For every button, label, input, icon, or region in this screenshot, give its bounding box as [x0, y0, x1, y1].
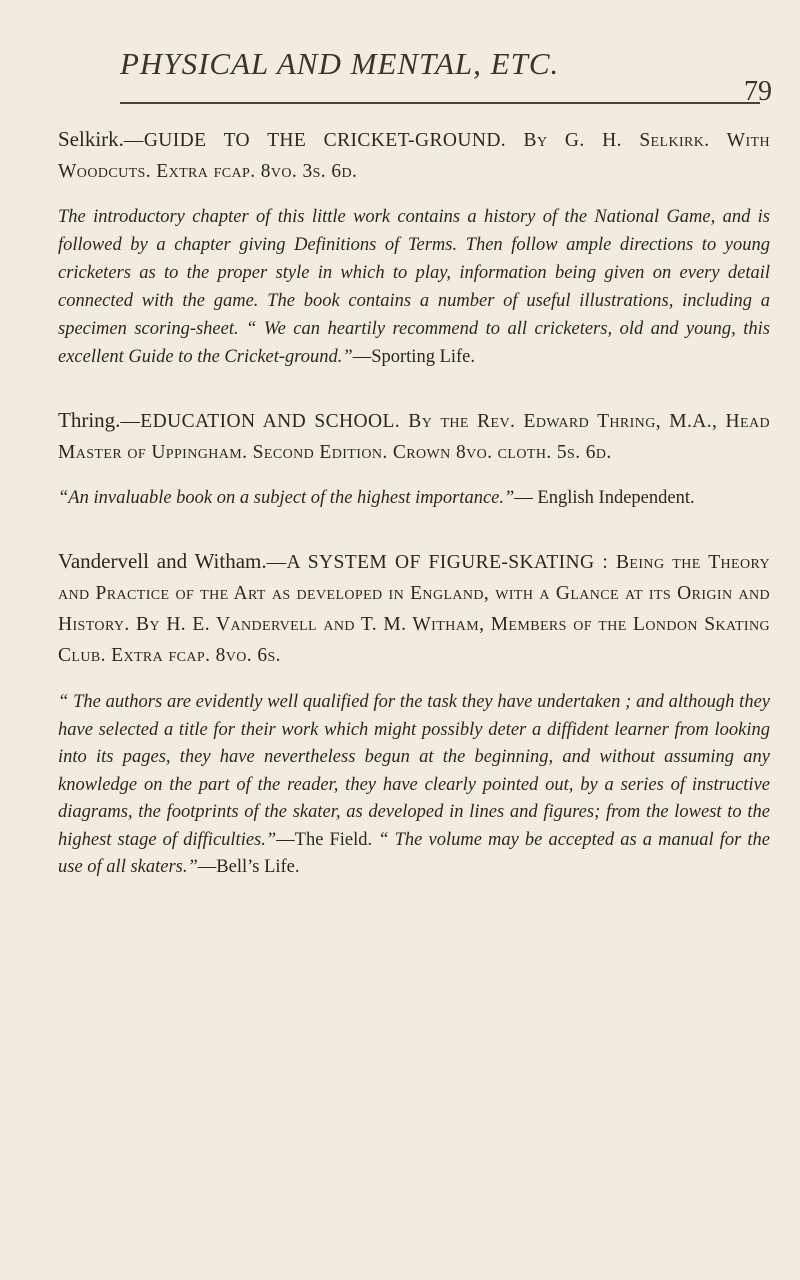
author-name: Thring. [58, 408, 121, 432]
review-quote-second: “ The volume may be accepted as a manual for the use of all skaters.” [58, 829, 770, 877]
review-quote: “ The authors are evidently well qualified for the task they have undertaken ; and although they have selected a title for their work which might possibly deter a diffident learner from looking into its pages, they have nevertheless begun at the beginning, and without assuming any knowledge on the part of the reader, they have clearly pointed out, by a series of instructive diagrams, the footprints of the skater, as developed in lines and figures; from the lowest to the highest stage of difficulties.” [58, 692, 770, 850]
author-name: Vandervell and Witham. [58, 549, 267, 573]
book-description: —A SYSTEM OF FIGURE-SKATING : Being the Theory and Practice of the Art as developed in England, with a Glance at its Origin and History. By H. E. Vandervell and T. M. Witham, Members of the London Skating Club. Extra fcap. 8vo. 6s. [58, 552, 770, 666]
review-quote: “An invaluable book on a subject of the highest importance.” [58, 488, 515, 508]
review-source: —The Field. [276, 829, 373, 850]
book-description: —EDUCATION AND SCHOOL. By the Rev. Edward Thring, M.A., Head Master of Uppingham. Second Edition. Crown 8vo. cloth. 5s. 6d. [58, 411, 770, 463]
review-source-second: —Bell’s Life. [197, 857, 300, 877]
book-description: —GUIDE TO THE CRICKET-GROUND. By G. H. Selkirk. With Woodcuts. Extra fcap. 8vo. 3s. 6d. [58, 130, 770, 182]
header-rule [120, 102, 760, 104]
review-excerpt [58, 484, 770, 512]
review-excerpt [58, 203, 770, 371]
page-number: 79 [744, 76, 772, 107]
entry-heading [58, 546, 770, 671]
running-title: PHYSICAL AND MENTAL, ETC. [120, 46, 560, 81]
entry-heading [58, 405, 770, 468]
catalogue-entry [58, 546, 770, 882]
review-source: — English Independent. [514, 488, 695, 508]
catalogue-entry [58, 124, 770, 371]
catalogue-entry [58, 405, 770, 512]
review-quote: The introductory chapter of this little work contains a history of the National Game, and is followed by a chapter giving Definitions of Terms. Then follow ample directions to young cricketers as to the proper style in which to play, information being given on every detail connected with the game. The book contains a number of useful illustrations, including a specimen scoring-sheet. “ We can heartily recommend to all cricketers, old and young, this excellent Guide to the Cricket-ground.” [58, 207, 770, 367]
author-name: Selkirk. [58, 127, 124, 151]
catalogue-entries [58, 124, 770, 882]
entry-heading [58, 124, 770, 187]
review-source: —Sporting Life. [352, 347, 476, 367]
review-excerpt [58, 689, 770, 882]
